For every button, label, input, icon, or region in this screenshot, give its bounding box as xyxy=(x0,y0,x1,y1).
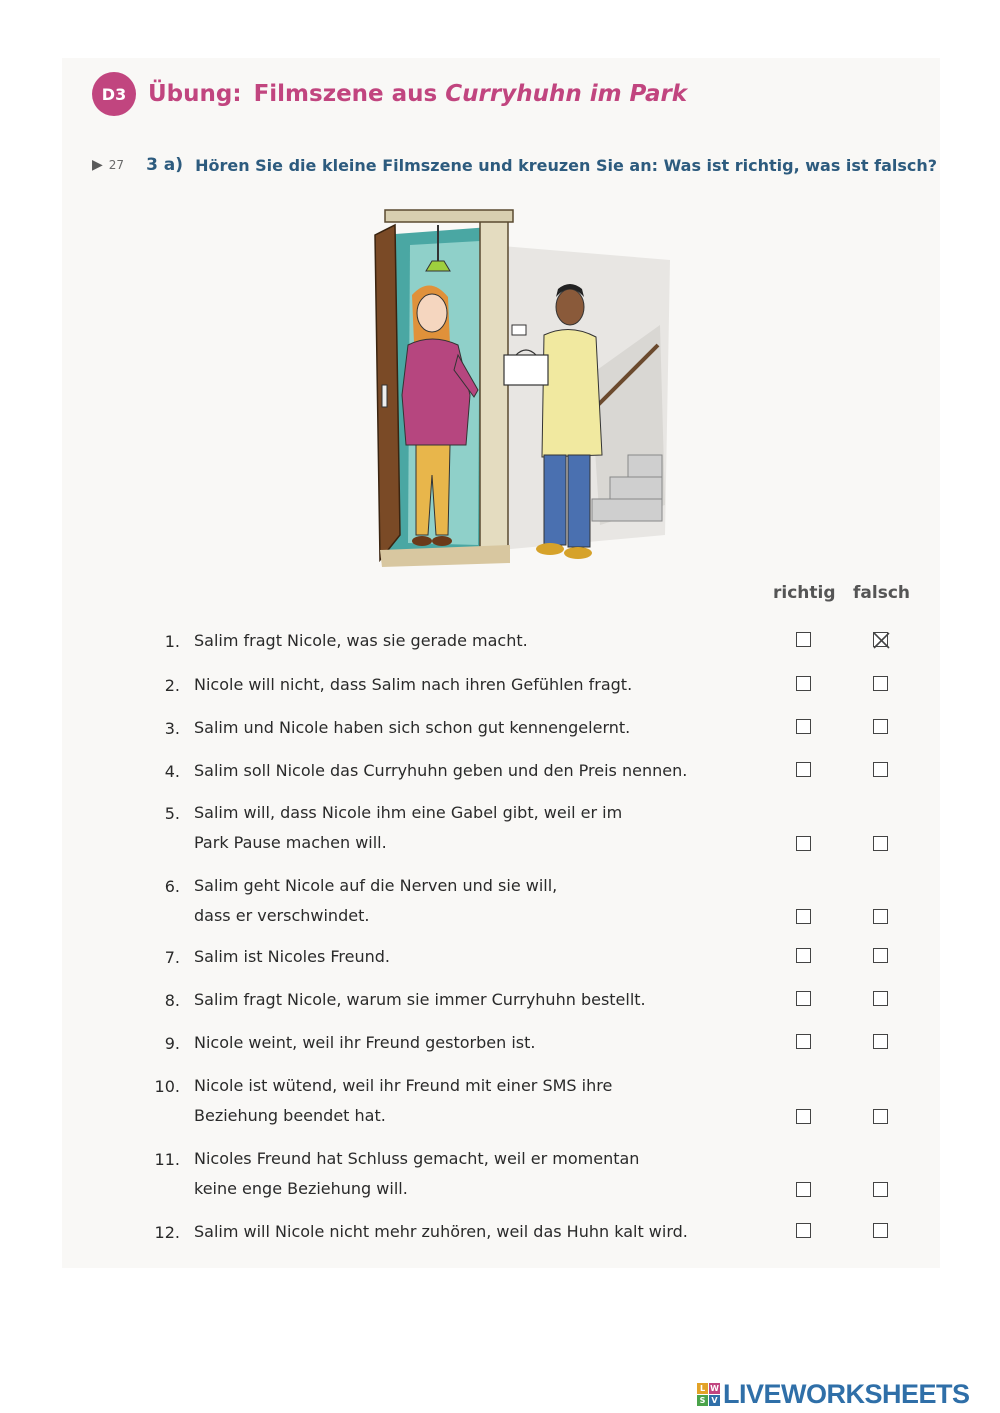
statement-number: 6. xyxy=(164,877,180,896)
statement-line: Park Pause machen will. xyxy=(194,833,387,852)
checkbox-falsch[interactable] xyxy=(873,762,888,777)
statement-line: Salim und Nicole haben sich schon gut kennengelernt. xyxy=(194,718,631,737)
checkbox-richtig[interactable] xyxy=(796,948,811,963)
statement-text xyxy=(194,713,754,743)
statement-text xyxy=(194,798,754,858)
title-film-name: Curryhuhn im Park xyxy=(445,81,688,107)
statement-line: Nicoles Freund hat Schluss gemacht, weil er momentan xyxy=(194,1149,640,1168)
column-header-richtig: richtig xyxy=(773,583,836,603)
statement-number: 4. xyxy=(164,762,180,781)
checkbox-falsch[interactable] xyxy=(873,909,888,924)
checkbox-richtig[interactable] xyxy=(796,676,811,691)
audio-play-icon[interactable]: ▶ xyxy=(92,157,103,173)
title-main: Filmszene aus xyxy=(253,81,438,107)
checkbox-falsch[interactable] xyxy=(873,1223,888,1238)
exercise-title xyxy=(148,81,687,107)
section-badge: D3 xyxy=(92,72,136,116)
checkbox-falsch[interactable] xyxy=(873,1109,888,1124)
statement-number: 12. xyxy=(154,1223,180,1242)
checkbox-falsch[interactable] xyxy=(873,1182,888,1197)
statement-text xyxy=(194,670,754,700)
statement-number: 10. xyxy=(154,1077,180,1096)
title-prefix: Übung: xyxy=(148,81,242,107)
statement-line: dass er verschwindet. xyxy=(194,906,370,925)
checkbox-richtig[interactable] xyxy=(796,1034,811,1049)
statement-number: 1. xyxy=(164,632,180,651)
statement-number: 9. xyxy=(164,1034,180,1053)
task-number: 3 a) xyxy=(146,155,184,175)
column-header-falsch: falsch xyxy=(853,583,910,603)
statement-text xyxy=(194,1217,754,1247)
statement-line: Salim soll Nicole das Curryhuhn geben und den Preis nennen. xyxy=(194,761,688,780)
statement-number: 11. xyxy=(154,1150,180,1169)
statement-text xyxy=(194,626,754,656)
checkbox-richtig[interactable] xyxy=(796,632,811,647)
statement-line: Nicole will nicht, dass Salim nach ihren Gefühlen fragt. xyxy=(194,675,633,694)
doorway-scene-illustration xyxy=(370,205,670,577)
task-instruction-line xyxy=(92,152,942,178)
statement-line: Nicole weint, weil ihr Freund gestorben ist. xyxy=(194,1033,536,1052)
statement-number: 3. xyxy=(164,719,180,738)
statement-line: keine enge Beziehung will. xyxy=(194,1179,408,1198)
checkbox-richtig[interactable] xyxy=(796,836,811,851)
statement-line: Nicole ist wütend, weil ihr Freund mit einer SMS ihre xyxy=(194,1076,613,1095)
statement-line: Salim fragt Nicole, warum sie immer Curryhuhn bestellt. xyxy=(194,990,646,1009)
statement-text xyxy=(194,756,754,786)
checkbox-richtig[interactable] xyxy=(796,909,811,924)
statement-line: Beziehung beendet hat. xyxy=(194,1106,386,1125)
checkbox-richtig[interactable] xyxy=(796,762,811,777)
checkbox-richtig[interactable] xyxy=(796,1182,811,1197)
statement-line: Salim fragt Nicole, was sie gerade macht. xyxy=(194,631,528,650)
statement-text xyxy=(194,1144,754,1204)
statement-text xyxy=(194,1071,754,1131)
brand-name: LIVEWORKSHEETS xyxy=(723,1378,970,1409)
statement-line: Salim will, dass Nicole ihm eine Gabel gibt, weil er im xyxy=(194,803,623,822)
statement-line: Salim will Nicole nicht mehr zuhören, weil das Huhn kalt wird. xyxy=(194,1222,688,1241)
checkbox-richtig[interactable] xyxy=(796,1223,811,1238)
checkbox-richtig[interactable] xyxy=(796,719,811,734)
checkbox-falsch[interactable] xyxy=(873,991,888,1006)
checkbox-falsch[interactable] xyxy=(873,676,888,691)
statement-line: Salim ist Nicoles Freund. xyxy=(194,947,391,966)
statement-line: Salim geht Nicole auf die Nerven und sie will, xyxy=(194,876,558,895)
liveworksheets-logo xyxy=(697,1377,970,1411)
statement-number: 5. xyxy=(164,804,180,823)
checkbox-falsch[interactable] xyxy=(873,948,888,963)
checkbox-falsch[interactable] xyxy=(873,632,888,647)
statement-text xyxy=(194,871,754,931)
statement-text xyxy=(194,942,754,972)
checkbox-richtig[interactable] xyxy=(796,1109,811,1124)
checkbox-falsch[interactable] xyxy=(873,1034,888,1049)
task-instruction: Hören Sie die kleine Filmszene und kreuzen Sie an: Was ist richtig, was ist falsch? xyxy=(195,155,938,175)
statement-text xyxy=(194,1028,754,1058)
statement-number: 8. xyxy=(164,991,180,1010)
logo-mark-icon: L W S V xyxy=(697,1383,720,1406)
statement-number: 7. xyxy=(164,948,180,967)
checkbox-falsch[interactable] xyxy=(873,836,888,851)
exercise-header xyxy=(92,72,687,116)
statement-number: 2. xyxy=(164,676,180,695)
checkbox-falsch[interactable] xyxy=(873,719,888,734)
checkbox-richtig[interactable] xyxy=(796,991,811,1006)
statement-text xyxy=(194,985,754,1015)
audio-track-number: 27 xyxy=(108,158,125,172)
